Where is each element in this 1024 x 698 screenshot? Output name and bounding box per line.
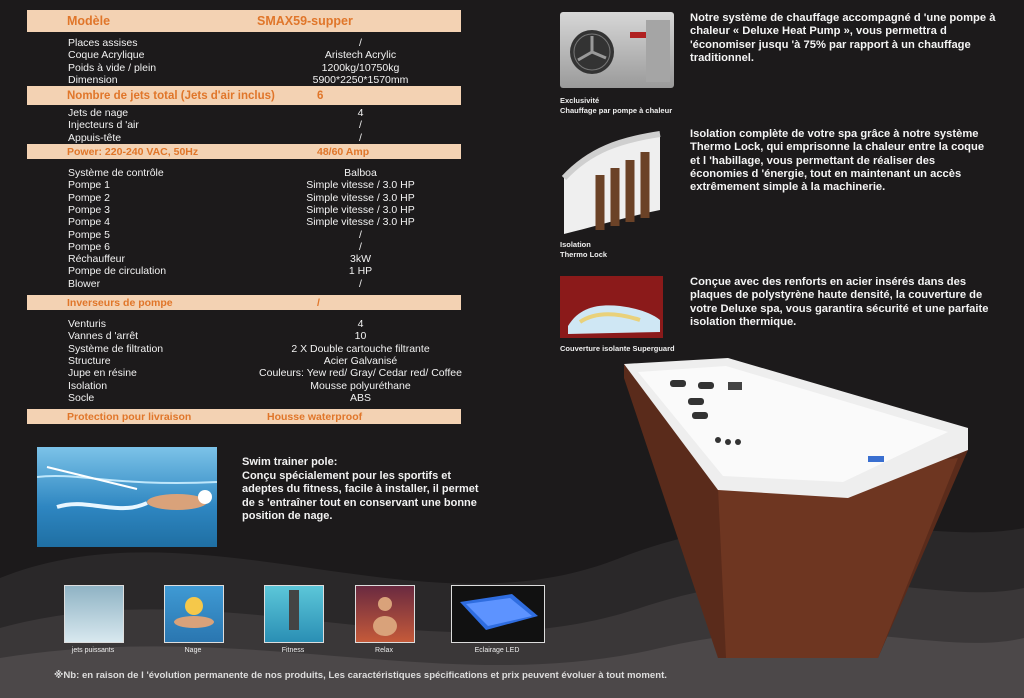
spec-value: Couleurs: Yew red/ Gray/ Cedar red/ Coffee xyxy=(259,367,462,380)
thermo-lock-image xyxy=(560,130,664,234)
cover-caption: Couverture isolante Superguard xyxy=(560,344,675,353)
swim-spa-image xyxy=(618,358,974,668)
spec-group-jets xyxy=(27,105,461,144)
power-band xyxy=(27,144,461,159)
thermo-caption xyxy=(560,240,607,260)
jets-total-label: Nombre de jets total (Jets d'air inclus) xyxy=(67,89,275,102)
fan-icon xyxy=(560,12,674,88)
spec-row xyxy=(68,229,461,241)
spec-key: Jets de nage xyxy=(68,107,129,120)
spec-value: Balboa xyxy=(344,167,377,180)
spec-key: Pompe 5 xyxy=(68,228,111,241)
spec-header xyxy=(27,10,461,32)
inverters-value: / xyxy=(317,296,320,309)
power-value: 48/60 Amp xyxy=(317,145,370,158)
jet-icon xyxy=(692,412,708,419)
spec-value: 1 HP xyxy=(348,265,373,278)
delivery-band xyxy=(27,409,461,424)
spec-row xyxy=(68,392,461,404)
spec-key: Coque Acrylique xyxy=(68,49,145,62)
spec-row xyxy=(68,74,461,86)
thermo-caption-line2: Thermo Lock xyxy=(560,250,608,259)
thermo-lock-text: Isolation complète de votre spa grâce à notre système Thermo Lock, qui emprisonne la chaleur entre la coque et l 'habillage, vous permettant de réaliser des économies d 'énergie, tout en maintenant un accès extrêmement simple à la machinerie. xyxy=(690,128,985,194)
thumb-relax xyxy=(355,585,415,643)
swim-trainer-image xyxy=(37,447,217,547)
spec-value: 1200kg/10750kg xyxy=(321,61,400,74)
spec-key: Pompe 4 xyxy=(68,216,111,229)
spec-row xyxy=(68,253,461,265)
spec-row xyxy=(68,278,461,290)
spec-key: Injecteurs d 'air xyxy=(68,119,139,132)
thumb-jets-label: jets puissants xyxy=(71,647,115,654)
jet-icon xyxy=(698,382,714,389)
spec-row xyxy=(68,62,461,74)
cover-text: Conçue avec des renforts en acier insérés dans des plaques de polystyrène haute densité, la couverture de votre Deluxe spa, vous garantira sécurité et une parfaite isolation thermique. xyxy=(690,276,989,328)
jet-icon xyxy=(688,398,704,405)
thumb-led-label: Eclairage LED xyxy=(474,647,520,654)
spec-value: Simple vitesse / 3.0 HP xyxy=(306,203,415,216)
thumb-swim xyxy=(164,585,224,643)
spec-value: / xyxy=(359,37,362,49)
thumb-led xyxy=(451,585,545,643)
spec-key: Dimension xyxy=(68,73,118,86)
spec-row xyxy=(68,167,461,179)
spec-key: Structure xyxy=(68,354,111,367)
inverters-label: Inverseurs de pompe xyxy=(67,296,173,309)
spec-row xyxy=(68,380,461,392)
spec-key: Pompe de circulation xyxy=(68,265,167,278)
spec-row xyxy=(68,318,461,330)
spec-key: Isolation xyxy=(68,379,108,392)
thumb-fitness xyxy=(264,585,324,643)
spec-value: Simple vitesse / 3.0 HP xyxy=(306,216,415,229)
thumb-fitness-label: Fitness xyxy=(281,647,305,654)
spec-key: Système de filtration xyxy=(68,342,164,355)
heat-caption xyxy=(560,96,672,116)
spec-value: / xyxy=(359,277,362,290)
heat-pump-text: Notre système de chauffage accompagné d 'une pompe à chaleur « Deluxe Heat Pump », vous permettra d 'économiser jusqu 'à 75% par rapport à un chauffage traditionnel. xyxy=(690,12,996,64)
spec-row xyxy=(68,132,461,144)
spec-value: / xyxy=(359,228,362,241)
spec-value: Aristech Acrylic xyxy=(324,49,397,62)
spec-key: Socle xyxy=(68,391,95,404)
spec-value: Simple vitesse / 3.0 HP xyxy=(306,191,415,204)
spec-row xyxy=(68,330,461,342)
spec-key: Réchauffeur xyxy=(68,253,126,266)
spec-row xyxy=(68,179,461,191)
spec-row xyxy=(68,241,461,253)
spec-key: Appuis-tête xyxy=(68,131,122,144)
spec-row xyxy=(68,192,461,204)
spec-value: Simple vitesse / 3.0 HP xyxy=(306,179,415,192)
inverters-band xyxy=(27,295,461,310)
swim-trainer-title: Swim trainer pole: xyxy=(242,456,338,468)
spec-value: 2 X Double cartouche filtrante xyxy=(291,342,430,355)
spec-value: 5900*2250*1570mm xyxy=(312,73,409,86)
spec-key: Venturis xyxy=(68,318,106,331)
spec-value: Acier Galvanisé xyxy=(323,354,398,367)
delivery-label: Protection pour livraison xyxy=(67,410,192,423)
spec-row xyxy=(68,265,461,277)
thumb-swim-label: Nage xyxy=(184,647,202,654)
delivery-value: Housse waterproof xyxy=(267,410,363,423)
spec-value: 10 xyxy=(354,330,367,343)
spec-value: / xyxy=(359,131,362,144)
spec-key: Système de contrôle xyxy=(68,167,164,180)
spec-key: Vannes d 'arrêt xyxy=(68,330,139,343)
spec-row xyxy=(68,367,461,379)
model-label: Modèle xyxy=(67,14,111,28)
spec-value: 4 xyxy=(357,107,364,120)
spec-key: Pompe 2 xyxy=(68,191,111,204)
cover-image xyxy=(560,276,663,338)
swim-trainer-text xyxy=(242,456,492,524)
spec-row xyxy=(68,119,461,131)
spec-key: Poids à vide / plein xyxy=(68,61,157,74)
spec-row xyxy=(68,37,461,49)
power-label: Power: 220-240 VAC, 50Hz xyxy=(67,145,199,158)
jet-icon xyxy=(670,380,686,387)
thumb-jets xyxy=(64,585,124,643)
spec-row xyxy=(68,343,461,355)
spec-key: Jupe en résine xyxy=(68,367,137,380)
thumb-relax-label: Relax xyxy=(375,647,393,654)
heat-caption-line1: Exclusivité xyxy=(560,96,600,105)
spec-row xyxy=(68,49,461,61)
spec-row xyxy=(68,355,461,367)
spec-group-misc xyxy=(27,310,461,404)
heat-caption-line2: Chauffage par pompe à chaleur xyxy=(560,106,673,115)
spec-row xyxy=(68,107,461,119)
control-panel-icon xyxy=(728,382,742,390)
spec-table xyxy=(27,10,461,424)
model-value: SMAX59-supper xyxy=(257,14,353,28)
spec-row xyxy=(68,216,461,228)
swim-trainer-body: Conçu spécialement pour les sportifs et adeptes du fitness, facile à installer, il permet de s 'entraîner tout en conservant une bonne position de nage. xyxy=(242,469,479,523)
spec-key: Places assises xyxy=(68,37,138,49)
spec-group-power xyxy=(27,159,461,290)
spec-value: 4 xyxy=(357,318,364,331)
spec-value: / xyxy=(359,119,362,132)
spec-group-general xyxy=(27,32,461,86)
thermo-caption-line1: Isolation xyxy=(560,240,591,249)
spec-value: ABS xyxy=(349,391,371,404)
spec-key: Pompe 1 xyxy=(68,179,111,192)
footer-note: ※Nb: en raison de l 'évolution permanente de nos produits, Les caractéristiques spécifications et prix peuvent évoluer à tout moment. xyxy=(54,670,667,681)
jets-total-value: 6 xyxy=(317,89,324,102)
spec-row xyxy=(68,204,461,216)
heat-pump-image xyxy=(560,12,674,88)
spec-value: / xyxy=(359,240,362,253)
spec-key: Pompe 3 xyxy=(68,203,111,216)
jets-band xyxy=(27,86,461,105)
spec-value: Mousse polyuréthane xyxy=(310,379,411,392)
spec-key: Blower xyxy=(68,277,101,290)
spec-value: 3kW xyxy=(350,253,371,266)
spec-key: Pompe 6 xyxy=(68,240,111,253)
